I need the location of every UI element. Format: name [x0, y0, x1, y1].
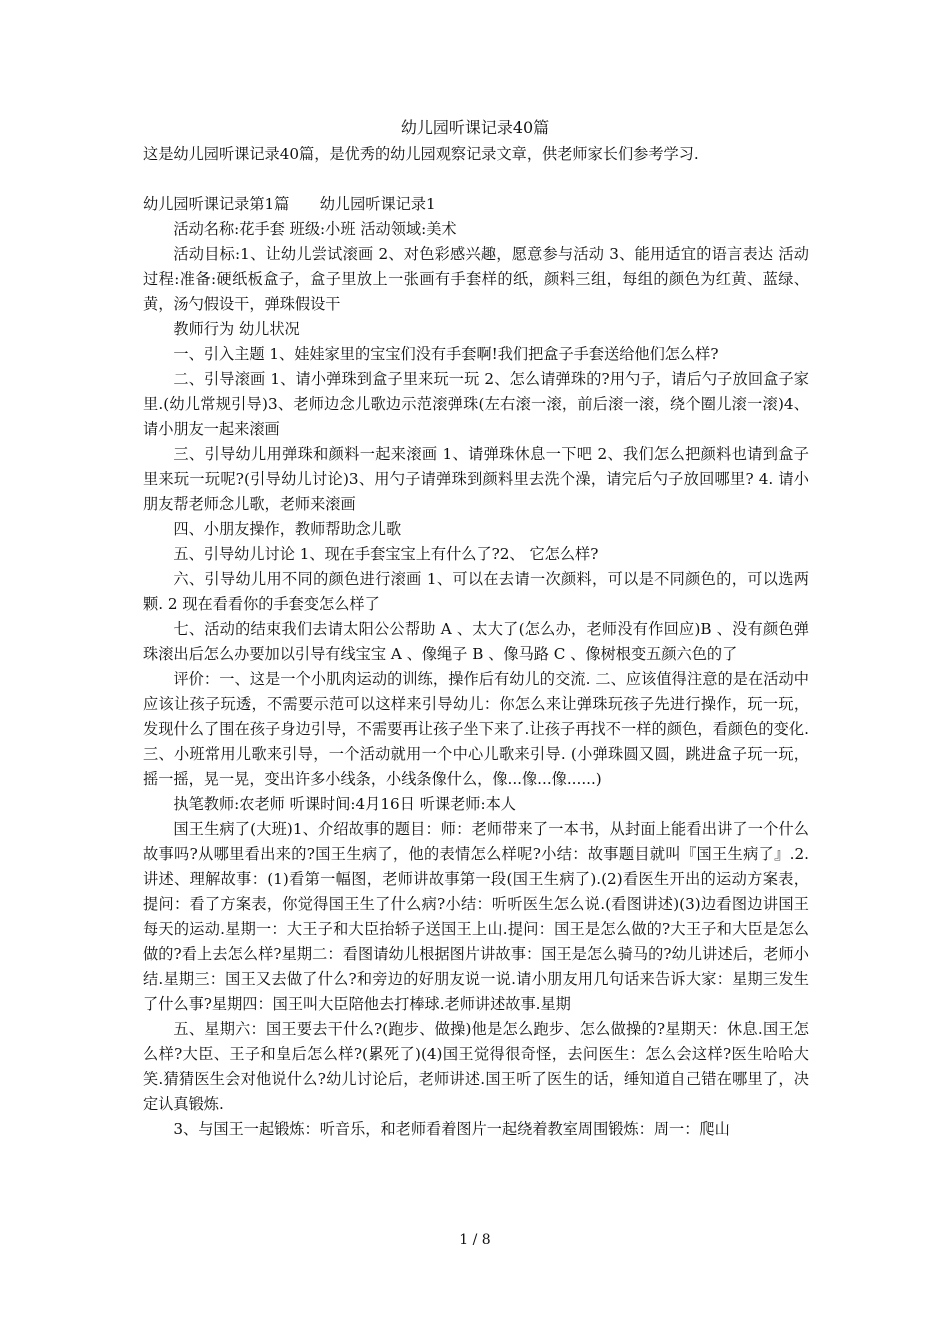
intro-paragraph: 这是幼儿园听课记录40篇，是优秀的幼儿园观察记录文章，供老师家长们参考学习. [143, 145, 699, 163]
paragraph: 3、与国王一起锻炼：听音乐，和老师看着图片一起绕着教室周围锻炼：周一：爬山 [173, 1120, 730, 1138]
paragraph: 教师行为 幼儿状况 [173, 320, 300, 338]
paragraph: 二、引导滚画 1、请小弹珠到盒子里来玩一玩 2、怎么请弹珠的?用勺子，请后勺子放回盒子家里.(幼儿常规引导)3、老师边念儿歌边示范滚弹珠(左右滚一滚，前后滚一滚，绕个圈儿滚一滚)4、请小朋友一起来滚画 [143, 370, 809, 438]
paragraph: 一、引入主题 1、娃娃家里的宝宝们没有手套啊!我们把盒子手套送给他们怎么样? [173, 345, 719, 363]
document-title: 幼儿园听课记录40篇 [400, 118, 550, 137]
document-body [143, 142, 809, 1142]
paragraph: 活动名称:花手套 班级:小班 活动领域:美术 [173, 220, 457, 238]
paragraph: 七、活动的结束我们去请太阳公公帮助 A 、太大了(怎么办，老师没有作回应)B 、没有颜色弹珠滚出后怎么办要加以引导有线宝宝 A 、像绳子 B 、像马路 C 、像树根变五颜六色的了 [143, 620, 809, 663]
paragraph: 活动目标:1、让幼儿尝试滚画 2、对色彩感兴趣，愿意参与活动 3、能用适宜的语言表达 活动过程:准备:硬纸板盒子，盒子里放上一张画有手套样的纸，颜料三组，每组的颜色为红黄、蓝绿、黄，汤勺假设干，弹珠假设干 [143, 245, 809, 313]
paragraph: 评价：一、这是一个小肌肉运动的训练，操作后有幼儿的交流. 二、应该值得注意的是在活动中应该让孩子玩透，不需要示范可以这样来引导幼儿：你怎么来让弹珠玩孩子先进行操作，玩一玩，发现什么了围在孩子身边引导，不需要再让孩子坐下来了.让孩子再找不一样的颜色，看颜色的变化. 三、小班常用儿歌来引导，一个活动就用一个中心儿歌来引导. (小弹珠圆又圆，跳进盒子玩一玩，摇一摇，晃一晃，变出许多小线条，小线条像什么，像...像...像......) [143, 670, 809, 788]
paragraph: 四、小朋友操作，教师帮助念儿歌 [173, 520, 402, 538]
paragraph: 六、引导幼儿用不同的颜色进行滚画 1、可以在去请一次颜料，可以是不同颜色的，可以选两颗. 2 现在看看你的手套变怎么样了 [143, 570, 809, 613]
paragraph: 执笔教师:农老师 听课时间:4月16日 听课老师:本人 [173, 795, 516, 813]
paragraph: 国王生病了(大班)1、介绍故事的题目：师：老师带来了一本书，从封面上能看出讲了一个什么故事吗?从哪里看出来的?国王生病了，他的表情怎么样呢?小结：故事题目就叫『国王生病了』.2. 讲述、理解故事：(1)看第一幅图，老师讲故事第一段(国王生病了).(2)看医生开出的运动方案表，提问：看了方案表，你觉得国王生了什么病?小结：听听医生怎么说.(看图讲述)(3)边看图边讲国王每天的运动.星期一：大王子和大臣抬轿子送国王上山.提问：国王是怎么做的?大王子和大臣是怎么做的?看上去怎么样?星期二：看图请幼儿根据图片讲故事：国王是怎么骑马的?幼儿讲述后，老师小结.星期三：国王又去做了什么?和旁边的好朋友说一说.请小朋友用几句话来告诉大家：星期三发生了什么事?星期四：国王叫大臣陪他去打棒球.老师讲述故事.星期 [143, 820, 809, 1013]
paragraph: 五、星期六：国王要去干什么?(跑步、做操)他是怎么跑步、怎么做操的?星期天：休息.国王怎么样?大臣、王子和皇后怎么样?(累死了)(4)国王觉得很奇怪，去问医生：怎么会这样?医生哈哈大笑.猜猜医生会对他说什么?幼儿讨论后，老师讲述.国王听了医生的话，缍知道自己错在哪里了，决定认真锻炼. [143, 1020, 809, 1113]
page-number: 1 / 8 [459, 1232, 491, 1248]
paragraph: 五、引导幼儿讨论 1、现在手套宝宝上有什么了?2、 它怎么样? [173, 545, 599, 563]
paragraph: 三、引导幼儿用弹珠和颜料一起来滚画 1、请弹珠休息一下吧 2、我们怎么把颜料也请到盒子里来玩一玩呢?(引导幼儿讨论)3、用勺子请弹珠到颜料里去洗个澡，请完后勺子放回哪里? 4. 请小朋友帮老师念儿歌，老师来滚画 [143, 445, 809, 513]
section-heading: 幼儿园听课记录第1篇 幼儿园听课记录1 [143, 195, 436, 213]
